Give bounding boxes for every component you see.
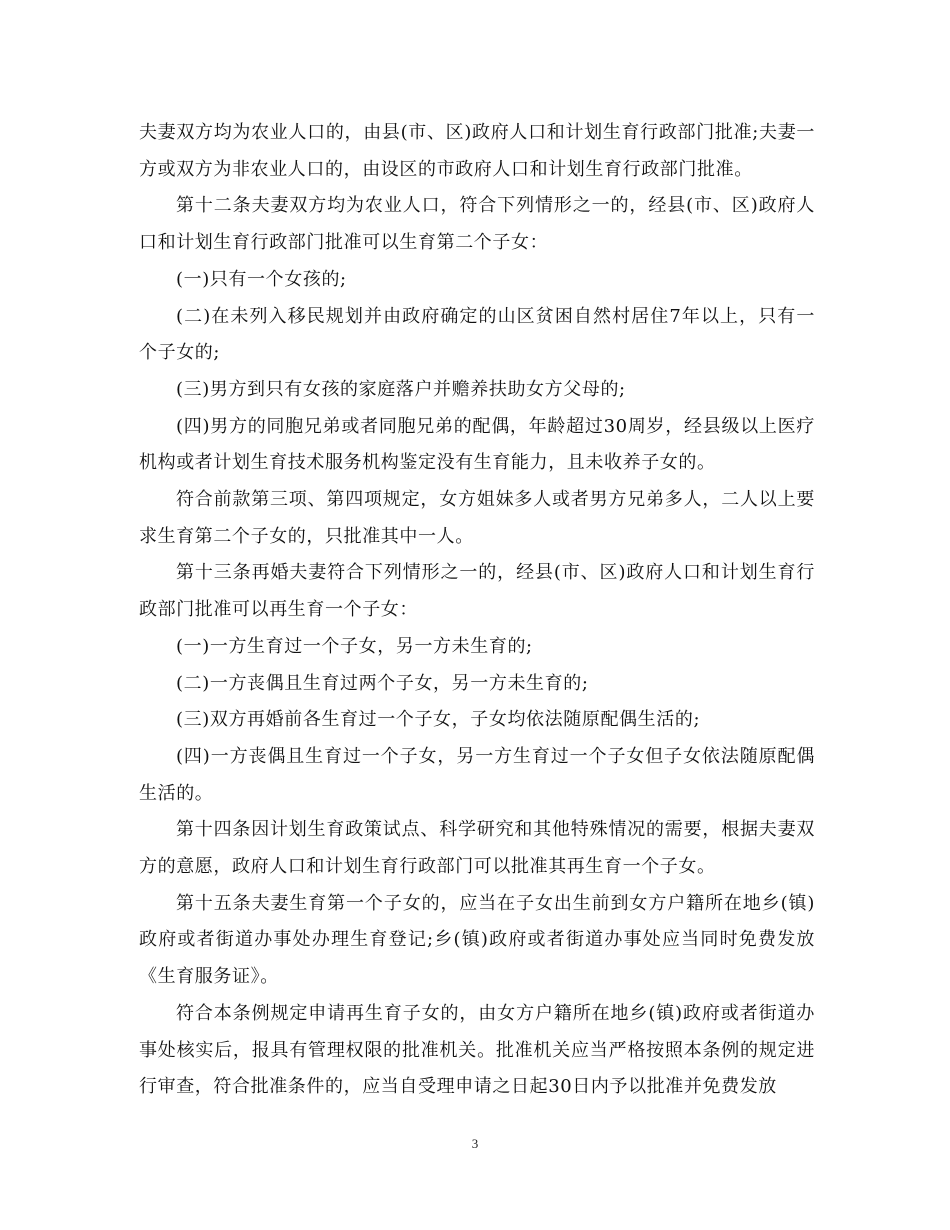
paragraph: (三)双方再婚前各生育过一个子女，子女均依法随原配偶生活的; xyxy=(176,709,701,731)
paragraph: (三)男方到只有女孩的家庭落户并赡养扶助女方父母的; xyxy=(176,378,626,400)
paragraph: (一)一方生育过一个子女，另一方未生育的; xyxy=(176,635,533,657)
paragraph: (二)一方丧偶且生育过两个子女，另一方未生育的; xyxy=(176,672,589,694)
page-number: 3 xyxy=(471,1136,479,1151)
paragraph: 第十二条夫妻双方均为农业人口，符合下列情形之一的，经县(市、区)政府人口和计划生育行政部门批准可以生育第二个子女： xyxy=(139,195,815,254)
paragraph: (一)只有一个女孩的; xyxy=(176,268,347,290)
paragraph: (四)一方丧偶且生育过一个子女，另一方生育过一个子女但子女依法随原配偶生活的。 xyxy=(139,745,815,804)
paragraph: 夫妻双方均为农业人口的，由县(市、区)政府人口和计划生育行政部门批准;夫妻一方或双方为非农业人口的，由设区的市政府人口和计划生育行政部门批准。 xyxy=(139,122,815,180)
paragraph: (二)在未列入移民规划并由政府确定的山区贫困自然村居住7年以上，只有一个子女的; xyxy=(139,305,815,364)
paragraph: 符合前款第三项、第四项规定，女方姐妹多人或者男方兄弟多人，二人以上要求生育第二个子女的，只批准其中一人。 xyxy=(139,489,815,547)
paragraph: 第十四条因计划生育政策试点、科学研究和其他特殊情况的需要，根据夫妻双方的意愿，政府人口和计划生育行政部门可以批准其再生育一个子女。 xyxy=(139,819,815,878)
paragraph: (四)男方的同胞兄弟或者同胞兄弟的配偶，年龄超过30周岁，经县级以上医疗机构或者计划生育技术服务机构鉴定没有生育能力，且未收养子女的。 xyxy=(139,415,815,474)
paragraph: 符合本条例规定申请再生育子女的，由女方户籍所在地乡(镇)政府或者街道办事处核实后，报具有管理权限的批准机关。批准机关应当严格按照本条例的规定进行审查，符合批准条件的，应当自受理申请之日起30日内予以批准并免费发放 xyxy=(139,1002,815,1098)
paragraph: 第十三条再婚夫妻符合下列情形之一的，经县(市、区)政府人口和计划生育行政部门批准可以再生育一个子女： xyxy=(139,562,815,621)
paragraph: 第十五条夫妻生育第一个子女的，应当在子女出生前到女方户籍所在地乡(镇)政府或者街道办事处办理生育登记;乡(镇)政府或者街道办事处应当同时免费发放《生育服务证》。 xyxy=(139,892,815,988)
document-body xyxy=(139,115,815,1106)
